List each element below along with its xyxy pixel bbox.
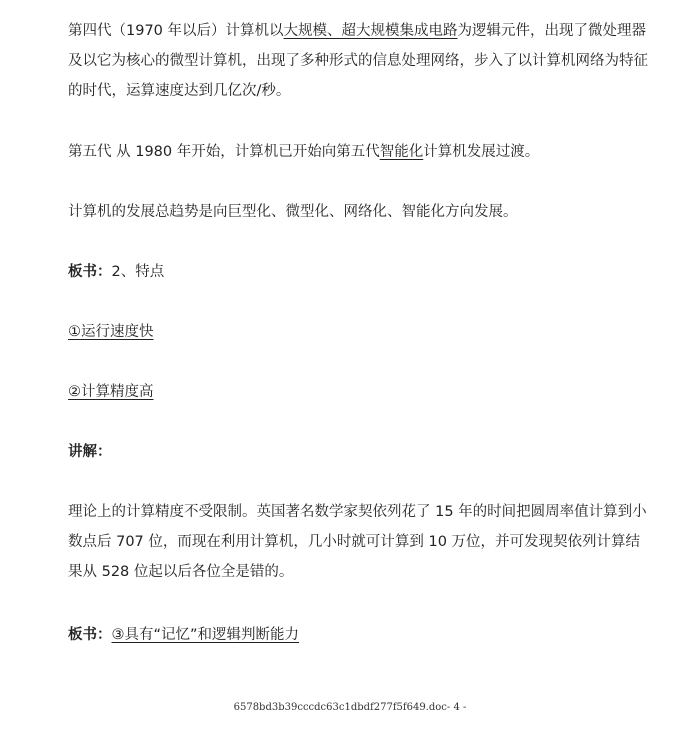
board-note-memory-text: ③具有“记忆”和逻辑判断能力 — [111, 627, 300, 643]
explain-heading: 讲解： — [68, 444, 112, 460]
paragraph-precision-explanation: 理论上的计算精度不受限制。英国著名数学家契依列花了 15 年的时间把圆周率值计算到小数点后 707 位，而现在利用计算机，几小时就可计算到 10 万位，并可发现契依列计算结果从 528 位起以后各位全是错的。 — [68, 504, 647, 580]
board-note-memory-label: 板书： — [68, 627, 112, 643]
point-precision-text: ②计算精度高 — [68, 384, 154, 400]
board-note-text: 2、特点 — [111, 264, 165, 280]
paragraph-fourth-generation — [68, 16, 648, 106]
point-precision — [68, 377, 648, 407]
board-note-memory — [68, 620, 648, 650]
paragraph-trend: 计算机的发展总趋势是向巨型化、微型化、网络化、智能化方向发展。 — [68, 204, 518, 220]
paragraph-fifth-generation-underlined: 智能化 — [379, 144, 424, 160]
paragraph-fourth-generation-text-2: 为逻辑元件，出现了微处理器及以它为核心的微型计算机，出现了多种形式的信息处理网络，步入了以计算机网络为特征的时代，运算速度达到几亿次/秒。 — [68, 23, 648, 99]
paragraph-fourth-generation-text-1: 第四代（1970 年以后）计算机以 — [68, 23, 284, 39]
page-footer: 6578bd3b39cccdc63c1dbdf277f5f649.doc- 4 - — [233, 702, 467, 713]
board-note-label: 板书： — [68, 264, 112, 280]
paragraph-fifth-generation-text-1: 第五代 从 1980 年开始，计算机已开始向第五代 — [68, 144, 380, 160]
point-speed-text: ①运行速度快 — [68, 324, 154, 340]
board-note-characteristics — [68, 257, 648, 287]
paragraph-fourth-generation-underlined: 大规模、超大规模集成电路 — [283, 23, 458, 39]
point-speed — [68, 317, 648, 347]
paragraph-fifth-generation-text-2: 计算机发展过渡。 — [423, 144, 540, 160]
paragraph-fifth-generation — [68, 137, 648, 167]
